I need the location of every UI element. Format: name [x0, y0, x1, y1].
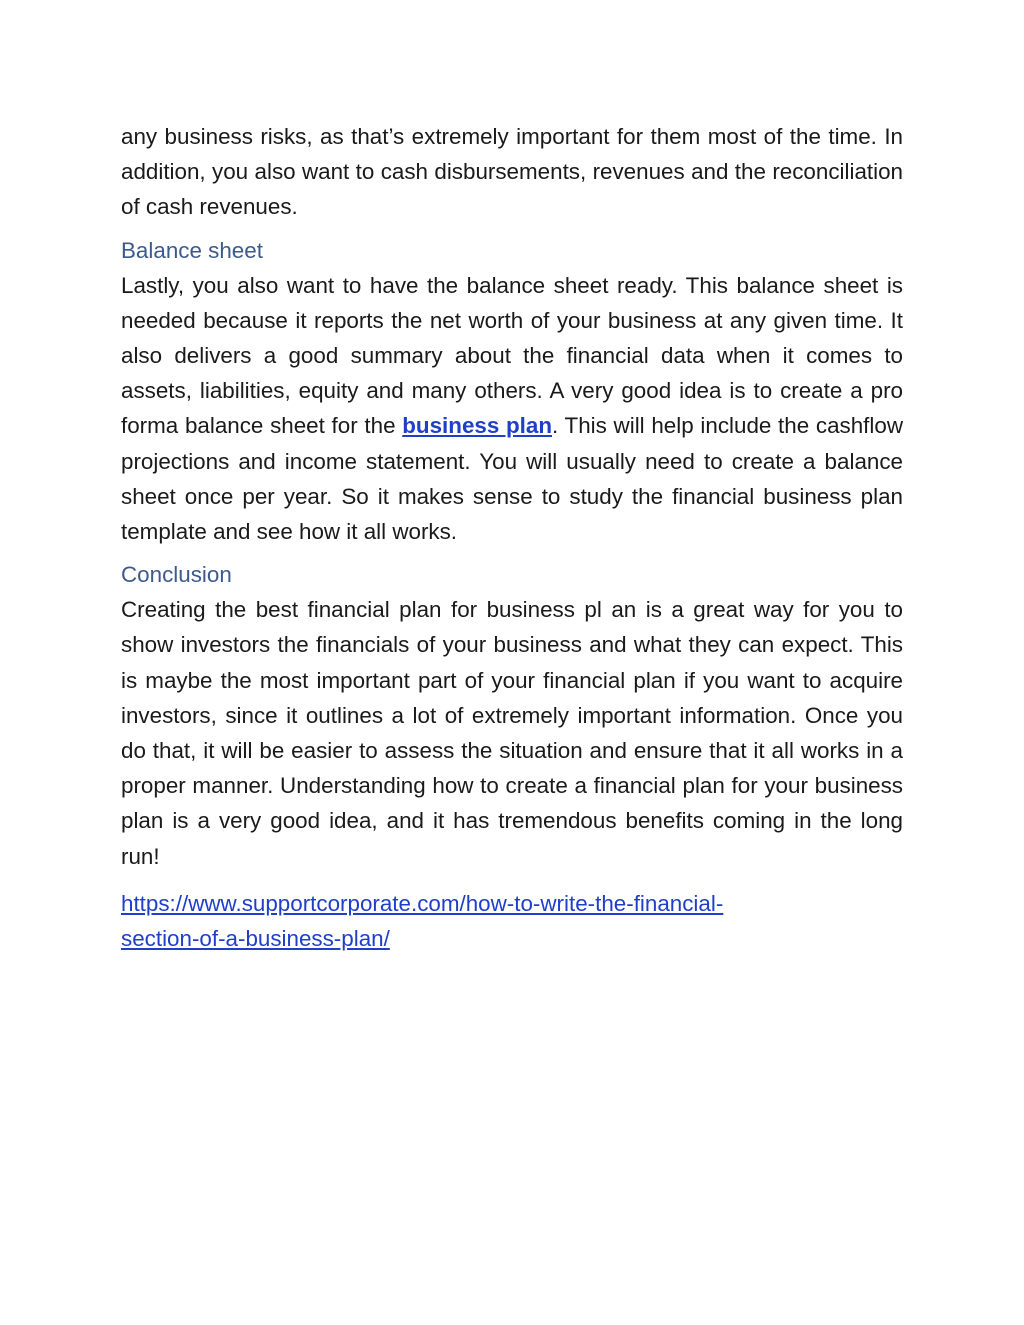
source-url-line-1: https://www.supportcorporate.com/how-to-write-the-financial-: [121, 890, 724, 916]
document-page: [121, 119, 903, 956]
balance-sheet-heading: Balance sheet: [121, 237, 263, 263]
source-url-line-2: section-of-a-business-plan/: [121, 926, 390, 952]
conclusion-paragraph: Creating the best financial plan for business pl an is a great way for you to show investors the financials of your business and what they can expect. This is maybe the most important part of your financial plan if you want to acquire investors, since it outlines a lot of extremely important information. Once you do that, it will be easier to assess the situation and ensure that it all works in a proper manner. Understanding how to create a financial plan for your business plan is a very good idea, and it has tremendous benefits coming in the long run!: [121, 597, 903, 869]
intro-paragraph: any business risks, as that’s extremely important for them most of the time. In addition, you also want to cash disbursements, revenues and the reconciliation of cash revenues.: [121, 124, 903, 220]
business-plan-link[interactable]: business plan: [402, 413, 553, 439]
balance-sheet-text-after-link: . This will help include the cashflow projections and income statement. You will usually need to create a balance sheet once per year. So it makes sense to study the financial business plan template and see how it all works.: [121, 413, 903, 545]
balance-sheet-paragraph: [121, 268, 903, 550]
balance-sheet-text-before-link: Lastly, you also want to have the balance sheet ready. This balance sheet is needed because it reports the net worth of your business at any given time. It also delivers a good summary about the financial data when it comes to assets, liabilities, equity and many others. A very good idea is to create a pro forma balance sheet for the: [121, 272, 903, 439]
conclusion-heading: Conclusion: [121, 562, 232, 588]
source-url-link[interactable]: [121, 886, 841, 956]
